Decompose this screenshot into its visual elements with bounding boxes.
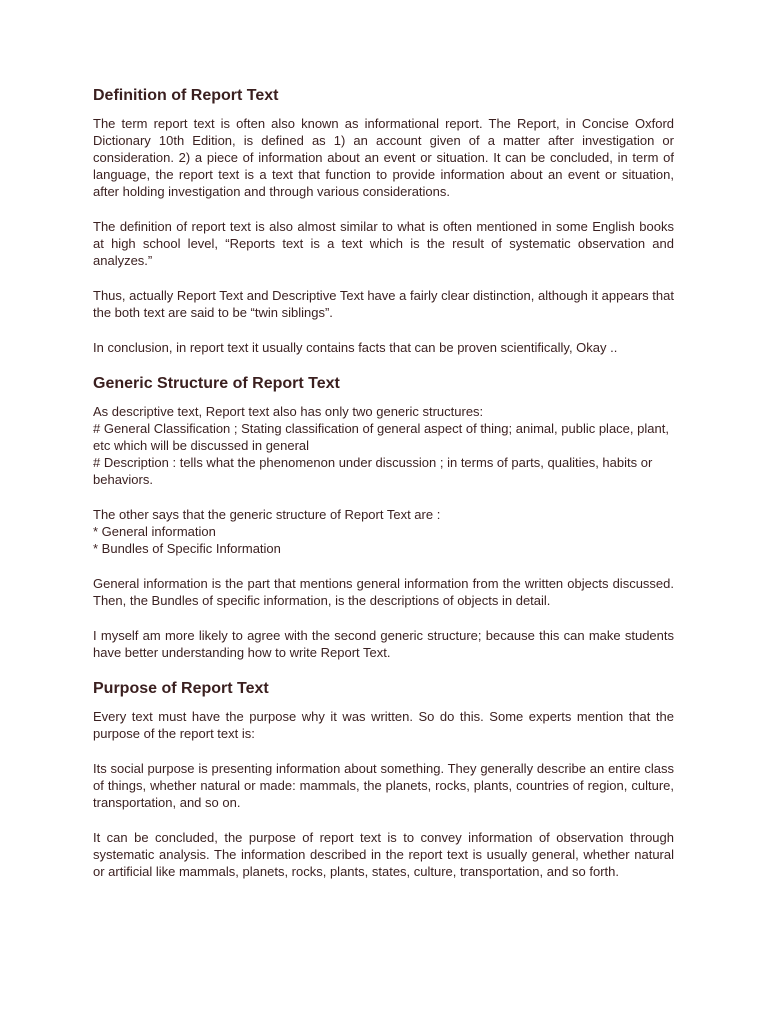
list-item: * Bundles of Specific Information [93,541,281,556]
section-definition [93,86,674,356]
paragraph: Every text must have the purpose why it was written. So do this. Some experts mention that the purpose of the report text is: [93,709,674,741]
paragraph: Thus, actually Report Text and Descriptive Text have a fairly clear distinction, although it appears that the both text are said to be “twin siblings”. [93,288,674,320]
paragraph: The term report text is often also known as informational report. The Report, in Concise Oxford Dictionary 10th Edition, is defined as 1) an account given of a matter after investigation or consideration. 2) a piece of information about an event or situation. It can be concluded, in term of language, the report text is a text that function to provide information about an event or situation, after holding investigation and through various considerations. [93,116,674,199]
section-heading: Purpose of Report Text [93,680,269,697]
text-line: The other says that the generic structure of Report Text are : [93,507,441,522]
paragraph: In conclusion, in report text it usually contains facts that can be proven scientifically, Okay .. [93,340,618,355]
section-heading: Definition of Report Text [93,87,279,104]
paragraph: It can be concluded, the purpose of report text is to convey information of observation through systematic analysis. The information described in the report text is usually general, whether natural or artificial like mammals, planets, rocks, plants, states, culture, transportation, and so forth. [93,830,674,879]
paragraph: I myself am more likely to agree with the second generic structure; because this can make students have better understanding how to write Report Text. [93,628,674,660]
paragraph: Its social purpose is presenting information about something. They generally describe an entire class of things, whether natural or made: mammals, the planets, rocks, plants, countries of region, culture, transportation, and so on. [93,761,674,810]
section-heading: Generic Structure of Report Text [93,375,340,392]
list-item: * General information [93,524,216,539]
text-line: # General Classification ; Stating classification of general aspect of thing; animal, public place, plant, etc which will be discussed in general [93,421,669,453]
paragraph: General information is the part that mentions general information from the written objects discussed. Then, the Bundles of specific information, is the descriptions of objects in detail. [93,576,674,608]
text-line: As descriptive text, Report text also has only two generic structures: [93,404,484,419]
paragraph: The definition of report text is also almost similar to what is often mentioned in some English books at high school level, “Reports text is a text which is the result of systematic observation and analyzes.” [93,219,674,268]
structure-intro [93,403,674,488]
section-purpose [93,679,674,880]
section-generic-structure [93,374,674,661]
text-line: # Description : tells what the phenomenon under discussion ; in terms of parts, qualities, habits or behaviors. [93,455,653,487]
structure-list [93,506,674,557]
